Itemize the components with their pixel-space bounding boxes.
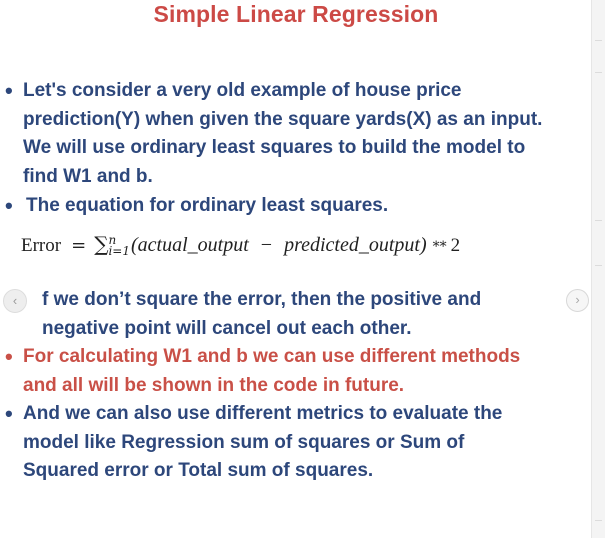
bullet-text: The equation for ordinary least squares. — [26, 195, 389, 216]
ols-equation — [21, 232, 460, 257]
bullet-text: And we can also use different metrics to evaluate the model like Regression sum of squares or Sum of Squared error or Total sum of squares. — [23, 403, 503, 481]
strip-mark — [595, 520, 602, 521]
slide-title: Simple Linear Regression — [153, 1, 439, 27]
power-operator: ** — [432, 239, 447, 255]
minus-sign: − — [260, 234, 273, 256]
bullet-text: Let's consider a very old example of house price prediction(Y) when given the square yards(X) as an input. We will use ordinary least squares to build the model to find W1 and b. — [23, 80, 543, 187]
chevron-left-icon: ‹ — [12, 293, 18, 308]
sigma-symbol: ∑ — [94, 232, 109, 256]
bullet-ols-equation — [5, 192, 388, 221]
power-value: 2 — [450, 235, 461, 256]
bullet-text: For calculating W1 and b we can use different methods and all will be shown in the code in future. — [23, 346, 521, 396]
open-paren: ( — [131, 234, 138, 256]
chevron-right-icon: › — [575, 292, 580, 307]
bullet-text: f we don’t square the error, then the positive and negative point will cancel out each other. — [42, 289, 482, 339]
close-paren: ) — [419, 234, 427, 256]
bullet-marker: • — [5, 401, 13, 426]
strip-mark — [595, 40, 602, 41]
bullet-marker: • — [5, 193, 13, 218]
bullet-marker: • — [5, 78, 13, 103]
bullet-marker: • — [5, 344, 13, 369]
sigma-upper: n — [108, 233, 117, 247]
strip-mark — [595, 220, 602, 221]
equation-equals: = — [71, 235, 87, 256]
strip-mark — [595, 265, 602, 266]
equation-lhs: Error — [21, 235, 62, 256]
sigma-lower: i=1 — [108, 244, 130, 258]
strip-mark — [595, 72, 602, 73]
previous-slide-button[interactable] — [3, 289, 27, 313]
term-predicted-output: predicted_output — [284, 234, 420, 256]
bullet-square-error — [5, 286, 481, 343]
scrollbar-strip[interactable] — [591, 0, 605, 538]
bullet-house-price — [5, 77, 542, 191]
term-actual-output: actual_output — [137, 234, 249, 256]
next-slide-button[interactable] — [566, 289, 589, 312]
bullet-calculating-w1-b — [5, 343, 520, 400]
bullet-metrics — [5, 400, 502, 486]
